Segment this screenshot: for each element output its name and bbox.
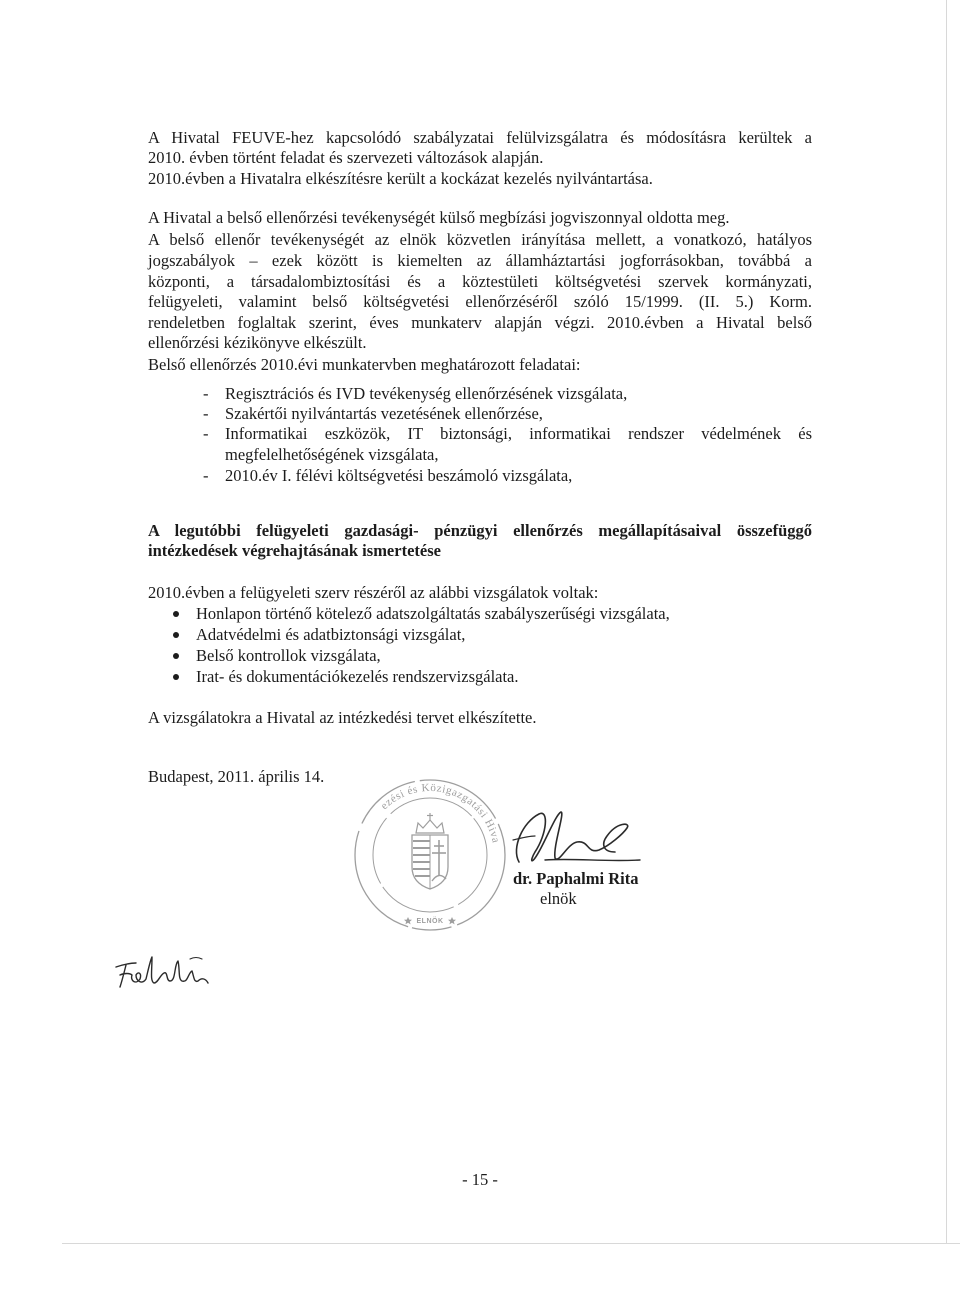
place-and-date: Budapest, 2011. április 14.	[148, 767, 325, 786]
paragraph-line: 2010. évben történt feladat és szervezeti változások alapján.	[148, 148, 544, 167]
audit-item: Honlapon történő kötelező adatszolgáltatás szabályszerűségi vizsgálata,	[196, 604, 670, 623]
signatory-title: elnök	[540, 889, 577, 908]
paragraph-line: A Hivatal a belső ellenőrzési tevékenységét külső megbízási jogviszonnyal oldotta meg.	[148, 208, 730, 227]
list-dash: -	[203, 384, 209, 403]
stamp-star-icon	[404, 917, 412, 924]
paragraph-line: rendeletben foglaltak szerint, éves munkaterv alapján végzi. 2010.évben a Hivatal belső	[148, 313, 812, 332]
stamp-star-icon	[448, 917, 456, 924]
scan-edge-horizontal	[62, 1243, 960, 1244]
stamp-arc-text: ezési és Közigazgatási Hiva	[378, 781, 502, 845]
page-number: - 15 -	[462, 1170, 498, 1189]
handwritten-signature	[505, 800, 655, 880]
task-item: Informatikai eszközök, IT biztonsági, informatikai rendszer védelmének és	[225, 424, 812, 443]
signatory-name: dr. Paphalmi Rita	[513, 869, 639, 888]
list-dash: -	[203, 466, 209, 485]
bullet-icon	[173, 653, 179, 659]
audits-intro: 2010.évben a felügyeleti szerv részéről az alábbi vizsgálatok voltak:	[148, 583, 599, 602]
task-item: Szakértői nyilvántartás vezetésének ellenőrzése,	[225, 404, 543, 423]
task-item: 2010.év I. félévi költségvetési beszámoló vizsgálata,	[225, 466, 573, 485]
bullet-icon	[173, 632, 179, 638]
paragraph-line: jogszabályok – ezek között is kiemelten az államháztartási jogforrásokban, továbbá a	[148, 251, 812, 270]
paragraph-line: 2010.évben a Hivatalra elkészítésre került a kockázat kezelés nyilvántartása.	[148, 169, 653, 188]
task-item: Regisztrációs és IVD tevékenység ellenőrzésének vizsgálata,	[225, 384, 628, 403]
bullet-icon	[173, 611, 179, 617]
closing-sentence: A vizsgálatokra a Hivatal az intézkedési tervet elkészítette.	[148, 708, 537, 727]
paragraph-line: ellenőrzési kézikönyve elkészült.	[148, 333, 367, 352]
audit-item: Belső kontrollok vizsgálata,	[196, 646, 381, 665]
section-heading: intézkedések végrehajtásának ismertetése	[148, 541, 441, 560]
paragraph-line: felügyeleti, valamint belső költségvetési ellenőrzéséről szóló 15/1999. (II. 5.) Korm.	[148, 292, 812, 311]
task-item-continuation: megfelelhetőségének vizsgálata,	[225, 445, 439, 464]
paragraph-line: A Hivatal FEUVE-hez kapcsolódó szabályzatai felülvizsgálatra és módosításra kerültek a	[148, 128, 812, 147]
paragraph-line: központi, a társadalombiztosítási és a köztestületi költségvetési szervek kormányzati,	[148, 272, 812, 291]
section-heading: A legutóbbi felügyeleti gazdasági- pénzügyi ellenőrzés megállapításaival összefüggő	[148, 521, 812, 540]
stamp-bottom-text: ELNÖK	[416, 918, 444, 925]
list-dash: -	[203, 404, 209, 423]
bullet-icon	[173, 674, 179, 680]
handwritten-initials	[110, 945, 220, 995]
coat-of-arms-icon	[412, 813, 448, 889]
official-stamp	[350, 775, 510, 935]
audit-item: Irat- és dokumentációkezelés rendszervizsgálata.	[196, 667, 519, 686]
tasks-intro: Belső ellenőrzés 2010.évi munkatervben meghatározott feladatai:	[148, 355, 581, 374]
audit-item: Adatvédelmi és adatbiztonsági vizsgálat,	[196, 625, 466, 644]
list-dash: -	[203, 424, 209, 443]
scan-edge-vertical	[946, 0, 947, 1244]
paragraph-line: A belső ellenőr tevékenységét az elnök közvetlen irányítása mellett, a vonatkozó, hatályos	[148, 230, 812, 249]
